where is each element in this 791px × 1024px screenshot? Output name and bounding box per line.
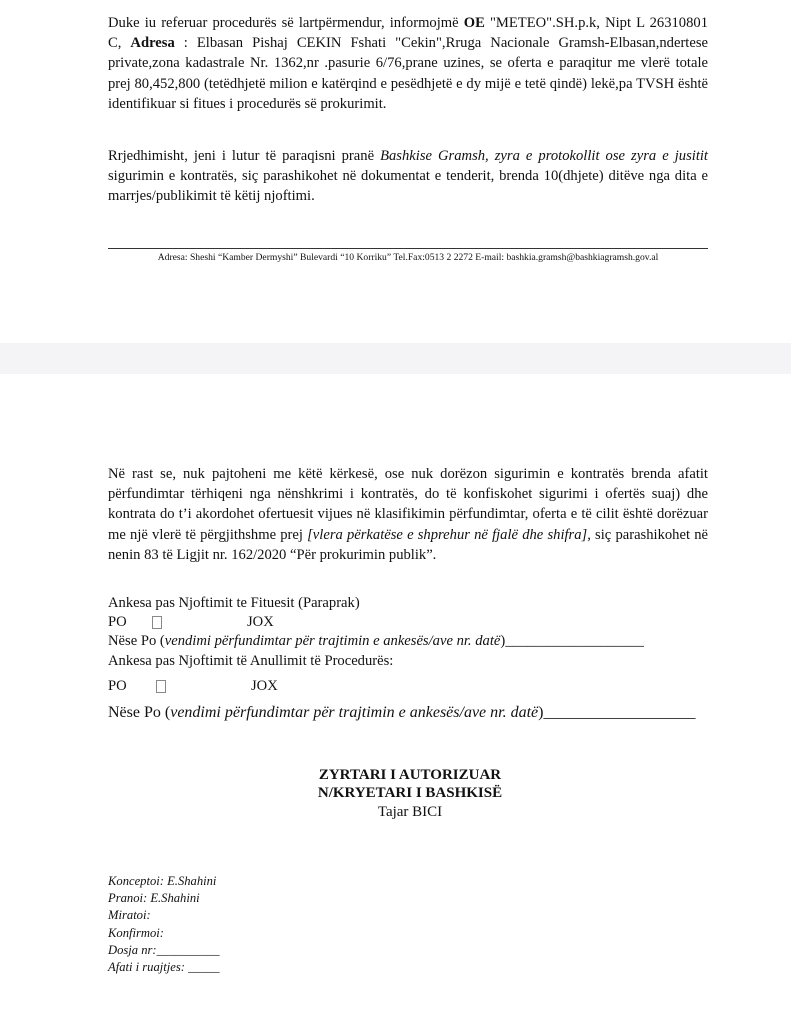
text-run: Nëse Po ( [108,633,165,649]
footer-divider [108,248,708,249]
text-run: Në rast se, nuk pajtoheni me këtë kërkesë, ose nuk dorëzon sigurimin e kontratës brenda afatit përfundimtar tërhiqeni nga nënshkrimi i kontratës, do të konfiskohet sigurimi i ofertës suaj) dhe kontrata do t’i akordohet ofertuesit vijues në klasifikimin përfundimtar, oferta e të cilit është dorëzuar me një vlerë të përgjithshme prej [108,466,708,543]
complaint-annulment-title: Ankesa pas Njoftimit të Anullimit të Procedurës: [108,653,394,669]
text-run: Nëse Po ( [108,704,171,721]
forfeit-paragraph [108,464,708,565]
complaint-winner-po-label: PO [108,614,127,630]
footer-address: Adresa: Sheshi “Kamber Dermyshi” Bulevardi “10 Korriku” Tel.Fax:0513 2 2272 E-mail: bashkia.gramsh@bashkiagramsh.gov.al [157,252,659,263]
text-run: Duke iu referuar procedurës së lartpërmendur, informojmë [108,15,464,31]
contract-guarantee-paragraph [108,146,708,207]
signatory-subtitle: N/KRYETARI I BASHKISË [317,785,503,801]
italic-run: vendimi përfundimtar për trajtimin e ankesës/ave nr. datë [170,704,539,721]
text-run: "METEO".SH.p.k, Nipt L 26310801 C, [108,15,708,52]
signatory-title: ZYRTARI I AUTORIZUAR [318,767,502,783]
meta-pranoi: Pranoi: E.Shahini [108,891,200,905]
checkbox-icon[interactable] [156,680,166,693]
complaint-annulment-jo-label: JOX [251,678,278,694]
italic-run: vendimi përfundimtar për trajtimin e ankesës/ave nr. datë [164,633,501,649]
checkbox-icon[interactable] [152,616,162,629]
text-run: )___________________ [500,633,644,649]
meta-afati: Afati i ruajtjes: _____ [108,960,220,974]
complaint-annulment-decision-line [108,703,695,723]
italic-run: Bashkise Gramsh, zyra e protokollit ose zyra e jusitit [380,148,708,164]
text-run: )___________________ [538,704,696,721]
text-run: sigurimin e kontratës, siç parashikohet në dokumentat e tenderit, brenda 10(dhjete) ditëve nga dita e marrjes/publikimit të këtij njoftimi. [108,168,708,205]
text-run: Rrjedhimisht, jeni i lutur të paraqisni pranë [108,148,381,164]
meta-konceptoi: Konceptoi: E.Shahini [108,874,217,888]
meta-konfirmoi: Konfirmoi: [108,926,164,940]
winner-notice-paragraph [108,13,708,114]
text-run: , siç parashikohet në nenin 83 të Ligjit nr. 162/2020 “Për prokurimin publik”. [108,526,708,563]
complaint-winner-decision-line [108,632,644,651]
bold-run: Adresa [130,35,175,52]
page-separator [0,343,791,374]
complaint-winner-jo-label: JOX [247,614,274,630]
bold-run: OE [463,15,485,31]
signatory-name: Tajar BICI [377,804,443,820]
complaint-winner-title: Ankesa pas Njoftimit te Fituesit (Paraprak) [108,595,360,611]
meta-miratoi: Miratoi: [108,908,151,922]
italic-run: [vlera përkatëse e shprehur në fjalë dhe shifra] [307,526,588,543]
complaint-annulment-po-label: PO [108,678,127,694]
meta-dosja: Dosja nr:__________ [108,943,220,957]
text-run: : Elbasan Pishaj CEKIN Fshati "Cekin",Rruga Nacionale Gramsh-Elbasan,ndertese private,zona kadastrale Nr. 1362,nr .pasurie 6/76,prane uzines, se oferta e paraqitur me vlerë totale prej 80,452,800 (tetëdhjetë milion e katërqind e pesëdhjetë e dy mijë e tetë qindë) lekë,pa TVSH është identifikuar si fitues i procedurës së prokurimit. [108,35,708,112]
